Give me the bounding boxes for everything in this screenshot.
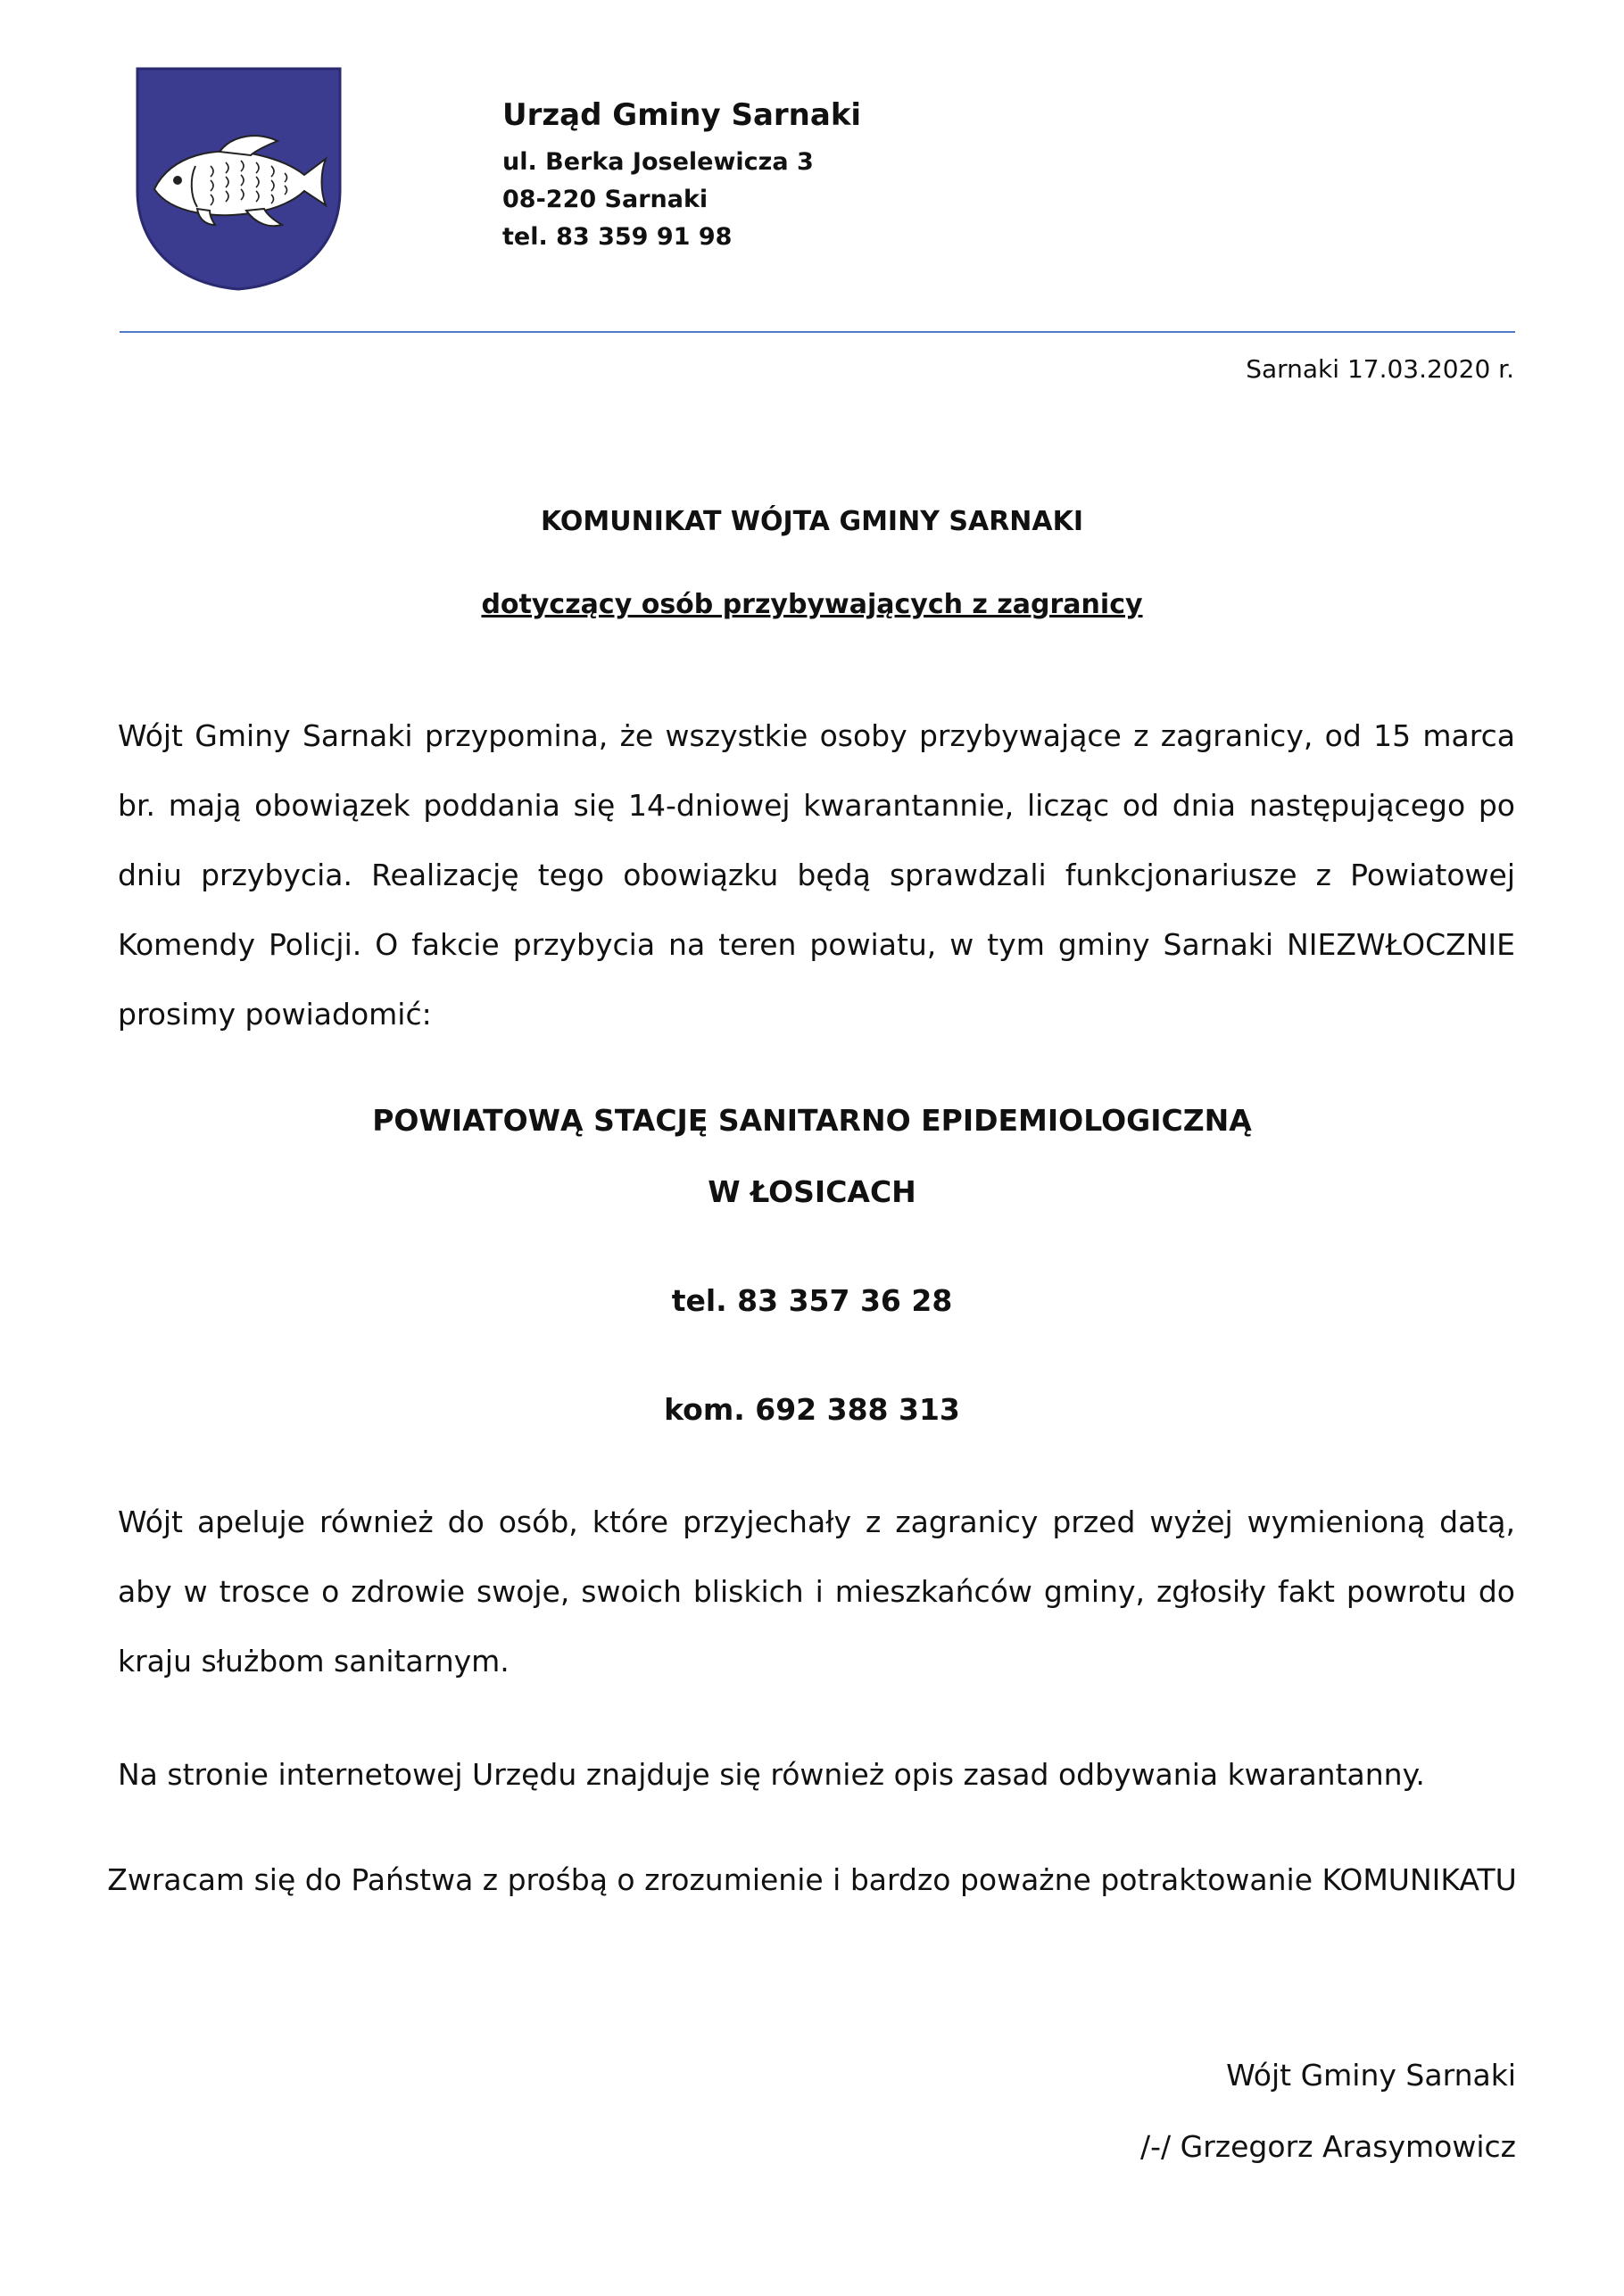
signature-role: Wójt Gminy Sarnaki [1226, 2058, 1516, 2093]
paragraph-appeal: Wójt apeluje również do osób, które przyjechały z zagranicy przed wyżej wymienioną datą, aby w trosce o zdrowie swoje, swoich bliskich i mieszkańców gminy, zgłosiły fakt powrotu do kraju służbom sanitarnym. [118, 1504, 1515, 1678]
organization-postal: 08-220 Sarnaki [502, 186, 708, 213]
fish-coat-of-arms-icon [135, 66, 343, 292]
contact-institution-line1: POWIATOWĄ STACJĘ SANITARNO EPIDEMIOLOGICZNĄ [372, 1103, 1252, 1138]
organization-street: ul. Berka Joselewicza 3 [502, 148, 814, 176]
paragraph-website-info: Na stronie internetowej Urzędu znajduje się również opis zasad odbywania kwarantanny. [118, 1757, 1425, 1792]
paragraph-reminder: Wójt Gminy Sarnaki przypomina, że wszystkie osoby przybywające z zagranicy, od 15 marca br. mają obowiązek poddania się 14-dniowej kwarantannie, licząc od dnia następującego po dniu przybycia. Realizację tego obowiązku będą sprawdzali funkcjonariusze z Powiatowej Komendy Policji. O fakcie przybycia na teren powiatu, w tym gminy Sarnaki NIEZWŁOCZNIE prosimy powiadomić: [118, 718, 1515, 1032]
contact-phone: tel. 83 357 36 28 [671, 1283, 953, 1318]
closing-appeal: Zwracam się do Państwa z prośbą o zrozumienie i bardzo poważne potraktowanie KOMUNIKATU [107, 1862, 1517, 1897]
letterhead [502, 97, 862, 262]
document-date: Sarnaki 17.03.2020 r. [1246, 354, 1514, 384]
header-divider [120, 331, 1515, 333]
contact-institution-line2: W ŁOSICACH [708, 1174, 916, 1209]
contact-mobile: kom. 692 388 313 [664, 1392, 960, 1427]
signature-name: /-/ Grzegorz Arasymowicz [1140, 2129, 1516, 2164]
document-title: KOMUNIKAT WÓJTA GMINY SARNAKI [540, 506, 1084, 537]
organization-name: Urząd Gminy Sarnaki [502, 97, 862, 133]
organization-phone: tel. 83 359 91 98 [502, 223, 733, 251]
document-subtitle: dotyczący osób przybywających z zagranicy [481, 589, 1143, 620]
